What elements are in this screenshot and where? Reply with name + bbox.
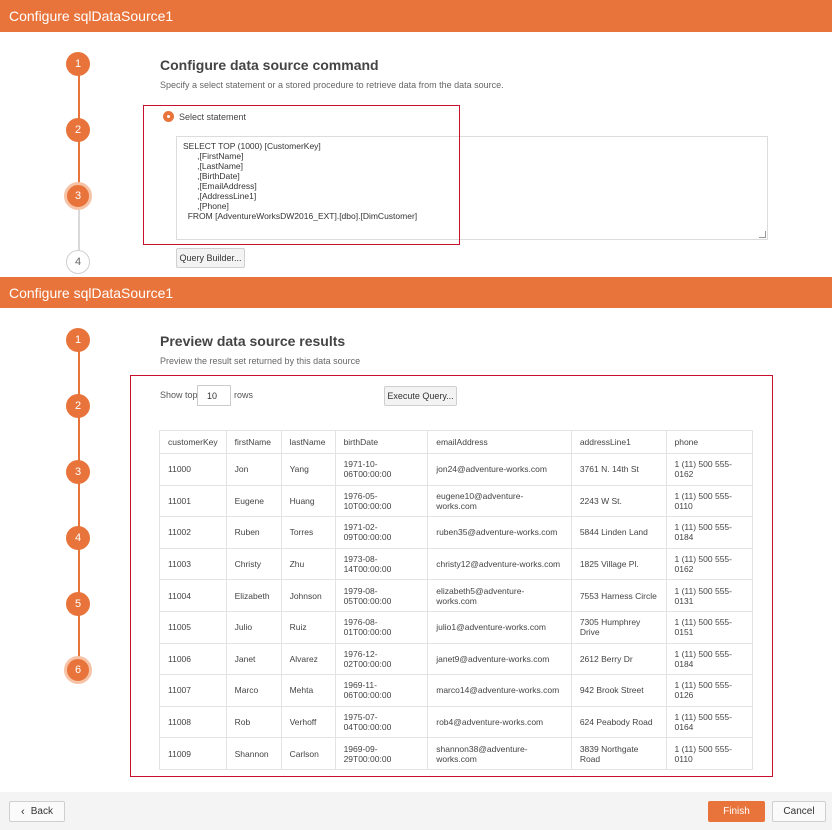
- table-row: [160, 580, 753, 612]
- cell-customer-key: 11006: [160, 643, 227, 675]
- table-row: [160, 738, 753, 770]
- window-title-bar-preview: [0, 277, 832, 308]
- cell-address: 7553 Harness Circle: [571, 580, 666, 612]
- cell-address: 5844 Linden Land: [571, 517, 666, 549]
- resize-grip-icon[interactable]: [759, 231, 766, 238]
- step-1[interactable]: 1: [66, 328, 90, 352]
- cell-first-name: Rob: [226, 706, 281, 738]
- cell-first-name: Shannon: [226, 738, 281, 770]
- cell-last-name: Torres: [281, 517, 335, 549]
- results-table: [159, 430, 753, 770]
- step-4[interactable]: 4: [66, 250, 90, 274]
- cell-email: marco14@adventure-works.com: [428, 675, 572, 707]
- window-title: Configure sqlDataSource1: [9, 8, 174, 24]
- cell-phone: 1 (11) 500 555-0164: [666, 706, 753, 738]
- highlight-box-select: [143, 105, 460, 245]
- cell-last-name: Huang: [281, 485, 335, 517]
- cell-phone: 1 (11) 500 555-0184: [666, 643, 753, 675]
- column-header: lastName: [281, 431, 335, 454]
- step-2[interactable]: 2: [66, 394, 90, 418]
- cell-birth-date: 1975-07-04T00:00:00: [335, 706, 428, 738]
- cell-first-name: Ruben: [226, 517, 281, 549]
- cell-first-name: Julio: [226, 611, 281, 643]
- step-1[interactable]: 1: [66, 52, 90, 76]
- table-row: [160, 517, 753, 549]
- cancel-button[interactable]: Cancel: [772, 801, 826, 822]
- cell-email: shannon38@adventure-works.com: [428, 738, 572, 770]
- cell-email: eugene10@adventure-works.com: [428, 485, 572, 517]
- cell-birth-date: 1976-05-10T00:00:00: [335, 485, 428, 517]
- chevron-left-icon: ‹: [21, 805, 25, 818]
- cell-email: christy12@adventure-works.com: [428, 548, 572, 580]
- cell-email: elizabeth5@adventure-works.com: [428, 580, 572, 612]
- cell-customer-key: 11008: [160, 706, 227, 738]
- column-header: addressLine1: [571, 431, 666, 454]
- cell-address: 1825 Village Pl.: [571, 548, 666, 580]
- cell-birth-date: 1973-08-14T00:00:00: [335, 548, 428, 580]
- cell-address: 7305 Humphrey Drive: [571, 611, 666, 643]
- select-statement-label: Select statement: [179, 111, 247, 122]
- page-subtitle: Specify a select statement or a stored procedure to retrieve data from the data source.: [160, 80, 504, 90]
- execute-query-button[interactable]: Execute Query...: [384, 386, 457, 406]
- cell-phone: 1 (11) 500 555-0110: [666, 485, 753, 517]
- cell-address: 2243 W St.: [571, 485, 666, 517]
- cell-phone: 1 (11) 500 555-0131: [666, 580, 753, 612]
- cell-customer-key: 11005: [160, 611, 227, 643]
- step-3[interactable]: 3: [64, 182, 92, 210]
- cell-birth-date: 1969-09-29T00:00:00: [335, 738, 428, 770]
- cell-phone: 1 (11) 500 555-0162: [666, 548, 753, 580]
- cell-birth-date: 1976-08-01T00:00:00: [335, 611, 428, 643]
- step-6[interactable]: 6: [64, 656, 92, 684]
- top-rows-input[interactable]: 10: [197, 385, 231, 406]
- cell-birth-date: 1969-11-06T00:00:00: [335, 675, 428, 707]
- cell-last-name: Ruiz: [281, 611, 335, 643]
- cell-first-name: Elizabeth: [226, 580, 281, 612]
- step-connector: [78, 340, 80, 670]
- column-header: firstName: [226, 431, 281, 454]
- cell-birth-date: 1971-02-09T00:00:00: [335, 517, 428, 549]
- cell-customer-key: 11003: [160, 548, 227, 580]
- cell-customer-key: 11000: [160, 454, 227, 486]
- cell-address: 942 Brook Street: [571, 675, 666, 707]
- cell-phone: 1 (11) 500 555-0126: [666, 675, 753, 707]
- cell-last-name: Mehta: [281, 675, 335, 707]
- cell-last-name: Verhoff: [281, 706, 335, 738]
- back-label: Back: [30, 806, 53, 817]
- table-row: [160, 485, 753, 517]
- wizard-steps-bottom: [66, 328, 92, 688]
- cell-first-name: Marco: [226, 675, 281, 707]
- cell-customer-key: 11007: [160, 675, 227, 707]
- table-row: [160, 643, 753, 675]
- cell-phone: 1 (11) 500 555-0151: [666, 611, 753, 643]
- cell-phone: 1 (11) 500 555-0162: [666, 454, 753, 486]
- step-3[interactable]: 3: [66, 460, 90, 484]
- cell-email: julio1@adventure-works.com: [428, 611, 572, 643]
- show-top-label: Show top: [160, 390, 198, 400]
- cell-customer-key: 11004: [160, 580, 227, 612]
- table-header-row: [160, 431, 753, 454]
- column-header: emailAddress: [428, 431, 572, 454]
- preview-title: Preview data source results: [160, 333, 346, 349]
- cell-last-name: Yang: [281, 454, 335, 486]
- column-header: phone: [666, 431, 753, 454]
- page-title: Configure data source command: [160, 57, 379, 73]
- cell-email: janet9@adventure-works.com: [428, 643, 572, 675]
- column-header: birthDate: [335, 431, 428, 454]
- column-header: customerKey: [160, 431, 227, 454]
- cell-last-name: Zhu: [281, 548, 335, 580]
- cell-last-name: Carlson: [281, 738, 335, 770]
- cell-address: 624 Peabody Road: [571, 706, 666, 738]
- cell-address: 2612 Berry Dr: [571, 643, 666, 675]
- cell-first-name: Eugene: [226, 485, 281, 517]
- cell-phone: 1 (11) 500 555-0184: [666, 517, 753, 549]
- step-2[interactable]: 2: [66, 118, 90, 142]
- cell-last-name: Alvarez: [281, 643, 335, 675]
- table-row: [160, 611, 753, 643]
- cell-last-name: Johnson: [281, 580, 335, 612]
- rows-label: rows: [234, 390, 254, 400]
- cell-customer-key: 11002: [160, 517, 227, 549]
- cell-birth-date: 1971-10-06T00:00:00: [335, 454, 428, 486]
- cell-email: rob4@adventure-works.com: [428, 706, 572, 738]
- cell-phone: 1 (11) 500 555-0110: [666, 738, 753, 770]
- cell-first-name: Christy: [226, 548, 281, 580]
- window-title-bar: [0, 0, 832, 32]
- cell-email: jon24@adventure-works.com: [428, 454, 572, 486]
- cell-email: ruben35@adventure-works.com: [428, 517, 572, 549]
- table-row: [160, 548, 753, 580]
- cell-birth-date: 1976-12-02T00:00:00: [335, 643, 428, 675]
- finish-button[interactable]: Finish: [708, 801, 765, 822]
- table-row: [160, 675, 753, 707]
- cell-first-name: Jon: [226, 454, 281, 486]
- cell-address: 3839 Northgate Road: [571, 738, 666, 770]
- cell-address: 3761 N. 14th St: [571, 454, 666, 486]
- step-4[interactable]: 4: [66, 526, 90, 550]
- cell-first-name: Janet: [226, 643, 281, 675]
- cell-customer-key: 11001: [160, 485, 227, 517]
- back-button[interactable]: [9, 801, 65, 822]
- sql-editor[interactable]: SELECT TOP (1000) [CustomerKey] ,[FirstName] ,[LastName] ,[BirthDate] ,[EmailAddress] ,[AddressLine1] ,[Phone] FROM [AdventureWorksDW2016_EXT].[dbo].[DimCustomer]: [176, 136, 768, 240]
- cell-birth-date: 1979-08-05T00:00:00: [335, 580, 428, 612]
- window-title-preview: Configure sqlDataSource1: [9, 284, 174, 301]
- table-row: [160, 706, 753, 738]
- query-builder-button[interactable]: Query Builder...: [176, 248, 245, 268]
- cell-customer-key: 11009: [160, 738, 227, 770]
- table-row: [160, 454, 753, 486]
- step-5[interactable]: 5: [66, 592, 90, 616]
- wizard-steps-top: [66, 52, 92, 277]
- preview-subtitle: Preview the result set returned by this data source: [160, 356, 361, 366]
